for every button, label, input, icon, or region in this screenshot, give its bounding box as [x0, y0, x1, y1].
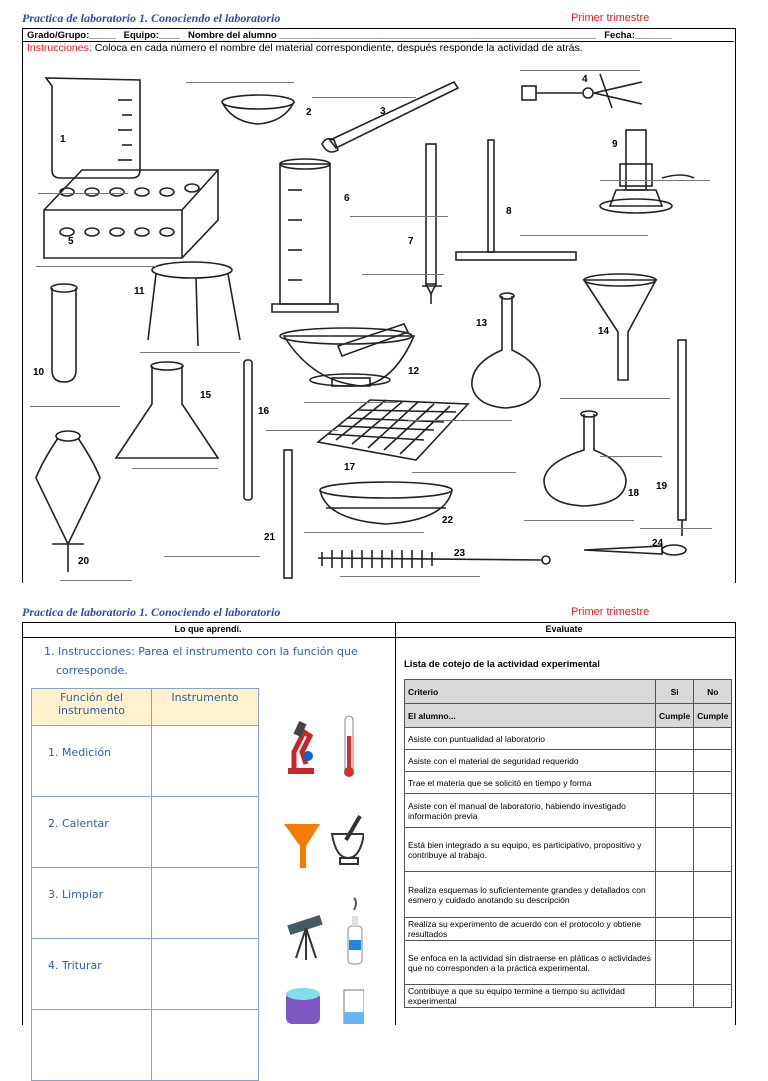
- criterion-text: Contribuye a que su equipo termine a tiempo su actividad experimental: [405, 985, 656, 1008]
- function-label: 1. Medición: [32, 726, 152, 797]
- item-number: 11: [134, 286, 145, 297]
- item-number: 3: [380, 106, 386, 117]
- mortar-pestle-icon: [280, 324, 414, 386]
- yes-check-cell[interactable]: [656, 750, 694, 772]
- function-label: 4. Triturar: [32, 939, 152, 1010]
- item-number: 19: [656, 481, 668, 492]
- microscope-icon: [288, 721, 314, 774]
- no-header: No: [694, 680, 732, 704]
- answer-line-13[interactable]: [408, 420, 512, 421]
- answer-line-19[interactable]: [600, 456, 662, 457]
- item-number: 8: [506, 206, 512, 217]
- instrument-answer-cell[interactable]: [152, 1010, 259, 1081]
- item-number: 17: [344, 462, 356, 473]
- answer-line-15[interactable]: [132, 468, 218, 469]
- item-number: 20: [78, 556, 90, 567]
- criterion-text: Trae el materia que se solicitó en tiempo y forma: [405, 772, 656, 794]
- answer-line-8[interactable]: [520, 235, 648, 236]
- instrument-column-header: Instrumento: [152, 689, 259, 726]
- item-number: 12: [408, 366, 420, 377]
- item-number: 15: [200, 390, 212, 401]
- student-header-line: Grado/Grupo:_____ Equipo:____ Nombre del alumno ____________________________________________________________ Fecha:_______: [27, 30, 672, 41]
- crystallizing-dish-icon: [320, 482, 452, 524]
- learned-section-title: Lo que aprendí.: [174, 624, 242, 634]
- item-number: 13: [476, 318, 488, 329]
- function-label-empty: [32, 1010, 152, 1081]
- answer-line-22[interactable]: [304, 532, 424, 533]
- beaker-icon: [46, 78, 140, 178]
- instructions-line: [27, 42, 583, 54]
- no-check-cell[interactable]: [694, 728, 732, 750]
- column-divider: [395, 623, 396, 1025]
- answer-line-18[interactable]: [524, 520, 634, 521]
- yes-check-cell[interactable]: [656, 728, 694, 750]
- criterion-text: Realiza su experimento de acuerdo con el protocolo y obtiene resultados: [405, 918, 656, 941]
- item-number: 1: [60, 134, 66, 145]
- item-number: 22: [442, 515, 454, 526]
- yes-subheader: Cumple: [656, 704, 694, 728]
- matching-table: [31, 688, 259, 1081]
- answer-line-4[interactable]: [520, 70, 640, 71]
- answer-line-21[interactable]: [164, 556, 260, 557]
- page2-trimester: Primer trimestre: [571, 606, 650, 618]
- item-number: 24: [652, 538, 664, 549]
- item-number: 18: [628, 488, 640, 499]
- answer-line-7[interactable]: [362, 274, 444, 275]
- instructions-label: Instrucciones:: [27, 42, 92, 54]
- item-number: 23: [454, 548, 466, 559]
- page1-title: Practica de laboratorio 1. Conociendo el laboratorio: [22, 11, 281, 25]
- item-number: 7: [408, 236, 414, 247]
- criterion-text: Asiste con el manual de laboratorio, habiendo investigado información previa: [405, 794, 656, 828]
- beaker-icon: [344, 990, 364, 1024]
- criterion-text: Realiza esquemas lo suficientemente grandes y detallados con esmero y cuidado anotando su descripción: [405, 872, 656, 918]
- item-number: 2: [306, 107, 312, 118]
- glass-rod-icon: [244, 360, 252, 500]
- answer-line-17[interactable]: [412, 472, 516, 473]
- criterion-text: Está bien integrado a su equipo, es participativo, propositivo y contribuye al trabajo.: [405, 828, 656, 872]
- section-header-divider: [23, 637, 735, 638]
- lab-equipment-illustration: [22, 60, 734, 582]
- tripod-icon: [148, 262, 240, 346]
- checklist-title: Lista de cotejo de la actividad experimental: [404, 659, 600, 670]
- yes-check-cell[interactable]: [656, 828, 694, 872]
- separatory-funnel-icon: [36, 431, 100, 572]
- round-flask-icon: [544, 411, 626, 506]
- answer-line-23[interactable]: [340, 576, 480, 577]
- answer-line-10[interactable]: [30, 406, 120, 407]
- item-number: 5: [68, 236, 74, 247]
- wire-gauze-icon: [318, 400, 468, 460]
- test-tube-icon: [51, 284, 77, 382]
- no-subheader: Cumple: [694, 704, 732, 728]
- answer-line-5[interactable]: [36, 266, 156, 267]
- yes-check-cell[interactable]: [656, 985, 694, 1008]
- item-number: 21: [264, 532, 276, 543]
- instrument-answer-cell[interactable]: [152, 868, 259, 939]
- no-check-cell[interactable]: [694, 794, 732, 828]
- instructions-text: Coloca en cada número el nombre del material correspondiente, después responde la actividad de atrás.: [91, 42, 583, 54]
- checklist-table: [404, 679, 732, 1008]
- function-label: 3. Limpiar: [32, 868, 152, 939]
- function-label: 2. Calentar: [32, 797, 152, 868]
- pipette-icon: [678, 340, 686, 536]
- yes-check-cell[interactable]: [656, 872, 694, 918]
- wash-bottle-icon: [348, 898, 362, 964]
- no-check-cell[interactable]: [694, 772, 732, 794]
- answer-line-14[interactable]: [560, 398, 670, 399]
- instrument-answer-cell[interactable]: [152, 939, 259, 1010]
- answer-line-1[interactable]: [38, 193, 128, 194]
- function-column-header: Función del instrumento: [32, 689, 152, 726]
- answer-line-2[interactable]: [186, 82, 294, 83]
- page1-trimester: Primer trimestre: [571, 12, 650, 24]
- item-number: 10: [33, 367, 45, 378]
- answer-line-3[interactable]: [312, 97, 416, 98]
- no-check-cell[interactable]: [694, 750, 732, 772]
- no-check-cell[interactable]: [694, 918, 732, 941]
- no-check-cell[interactable]: [694, 941, 732, 985]
- criterion-text: Se enfoca en la actividad sin distraerse en pláticas o actividades que no corresponden a la práctica experimental.: [405, 941, 656, 985]
- match-instruction-line1: 1. Instrucciones: Parea el instrumento con la función que: [44, 645, 358, 658]
- evaporating-dish-icon: [222, 95, 294, 124]
- instrument-answer-cell[interactable]: [152, 726, 259, 797]
- yes-header: Si: [656, 680, 694, 704]
- instrument-pictures: [282, 712, 364, 1024]
- no-check-cell[interactable]: [694, 872, 732, 918]
- burette-icon: [422, 144, 442, 304]
- evaluate-section-title: Evaluate: [545, 624, 583, 634]
- answer-line-24[interactable]: [640, 528, 712, 529]
- erlenmeyer-flask-icon: [116, 362, 218, 458]
- yes-check-cell[interactable]: [656, 794, 694, 828]
- spatula-icon: [322, 82, 458, 152]
- page2-title: Practica de laboratorio 1. Conociendo el laboratorio: [22, 605, 281, 619]
- item-number: 4: [582, 74, 588, 85]
- no-check-cell[interactable]: [694, 828, 732, 872]
- student-subheader: El alumno...: [405, 704, 656, 728]
- criterion-text: Asiste con puntualidad al laboratorio: [405, 728, 656, 750]
- instrument-answer-cell[interactable]: [152, 797, 259, 868]
- funnel-icon: [584, 274, 656, 380]
- mortar-pestle-icon: [332, 816, 364, 864]
- yes-check-cell[interactable]: [656, 772, 694, 794]
- match-instruction-line2: corresponde.: [56, 664, 128, 677]
- answer-line-11[interactable]: [140, 352, 240, 353]
- answer-line-9[interactable]: [600, 180, 710, 181]
- volumetric-flask-icon: [472, 293, 540, 408]
- dropper-icon: [584, 545, 686, 555]
- item-number: 14: [598, 326, 610, 337]
- item-number: 6: [344, 193, 350, 204]
- yes-check-cell[interactable]: [656, 941, 694, 985]
- criteria-header: Criterio: [405, 680, 656, 704]
- telescope-icon: [287, 915, 322, 960]
- answer-line-6[interactable]: [350, 216, 448, 217]
- graduated-pipette-icon: [284, 450, 292, 578]
- criterion-text: Asiste con el material de seguridad requerido: [405, 750, 656, 772]
- yes-check-cell[interactable]: [656, 918, 694, 941]
- funnel-icon: [284, 824, 320, 868]
- heating-plate-icon: [286, 988, 320, 1024]
- thermometer-icon: [344, 716, 354, 777]
- ring-stand-icon: [456, 140, 576, 260]
- item-number: 16: [258, 406, 270, 417]
- answer-line-20[interactable]: [60, 580, 132, 581]
- answer-line-16[interactable]: [266, 430, 338, 431]
- graduated-cylinder-icon: [272, 159, 338, 312]
- test-tube-brush-icon: [318, 550, 550, 568]
- item-number: 9: [612, 139, 618, 150]
- answer-line-12[interactable]: [304, 402, 398, 403]
- no-check-cell[interactable]: [694, 985, 732, 1008]
